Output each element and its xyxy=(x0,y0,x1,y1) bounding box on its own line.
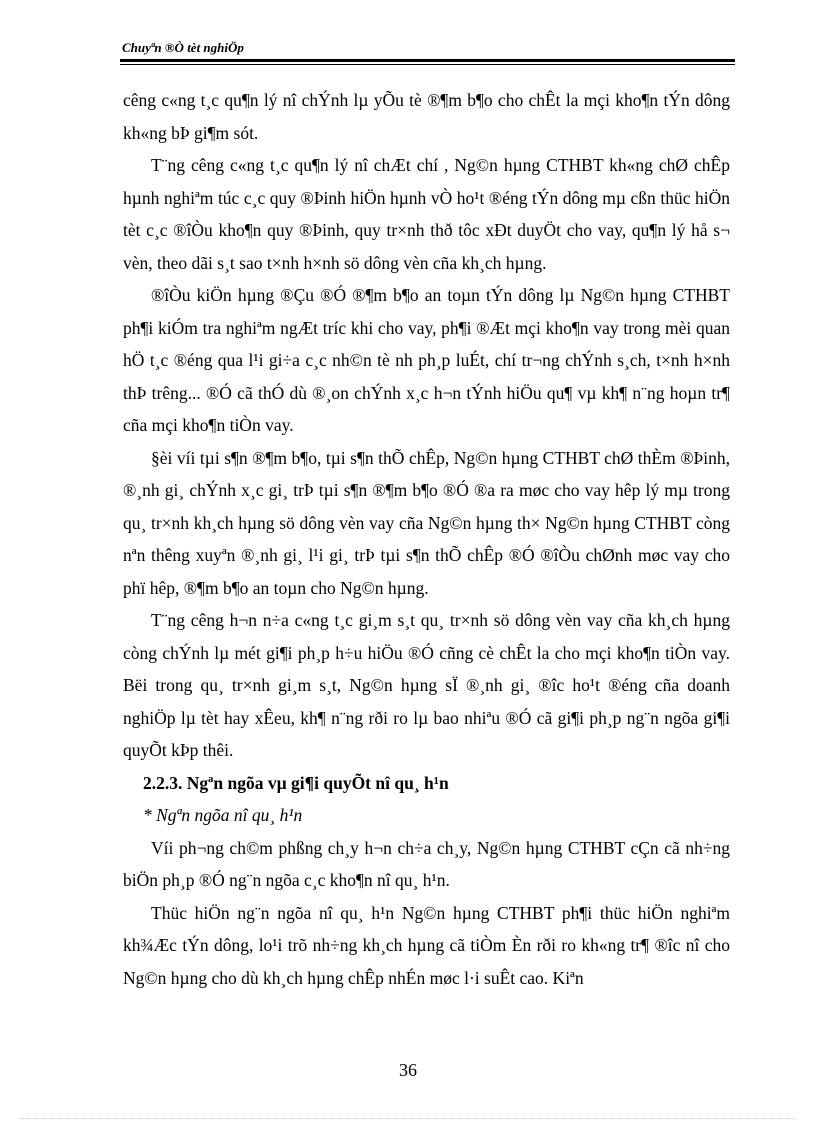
paragraph: ®îÒu kiÖn hµng ®Çu ®Ó ®¶m b¶o an toµn tÝn dông lµ Ng©n hµng CTHBT ph¶i kiÓm tra nghiªm ngÆt tríc khi cho vay, ph¶i ®Æt mçi kho¶n vay trong mèi quan hÖ t¸c ®éng qua l¹i gi÷a c¸c nh©n tè nh ph¸p luÉt, chí tr¬ng chÝnh s¸ch, t×nh h×nh thÞ trêng... ®Ó cã thÓ dù ®¸on chÝnh x¸c h¬n tÝnh hiÖu qu¶ vµ kh¶ n¨ng hoµn tr¶ cña mçi kho¶n tiÒn vay. xyxy=(123,285,730,435)
paragraph-continuation: cêng c«ng t¸c qu¶n lý nî chÝnh lµ yÕu tè ®¶m b¶o cho chÊt la mçi kho¶n tÝn dông kh«ng bÞ gi¶m sót. xyxy=(123,90,730,143)
paragraph: T¨ng cêng h¬n n÷a c«ng t¸c gi¸m s¸t qu¸ tr×nh sö dông vèn vay cña kh¸ch hµng còng chÝnh lµ mét gi¶i ph¸p h÷u hiÖu ®Ó cñng cè chÊt la cho mçi kho¶n tiÒn vay. Bëi trong qu¸ tr×nh gi¸m s¸t, Ng©n hµng sÏ ®¸nh gi¸ ®îc ho¹t ®éng cña doanh nghiÖp lµ tèt hay xÊeu, kh¶ n¨ng rði ro lµ bao nhiªu ®Ó cã gi¶i ph¸p ng¨n ngõa gi¶i quyÕt kÞp thêi. xyxy=(123,610,730,760)
page-bottom-border xyxy=(20,1118,796,1119)
paragraph: Víi ph¬ng ch©m phßng ch¸y h¬n ch÷a ch¸y, Ng©n hµng CTHBT cÇn cã nh÷ng biÖn ph¸p ®Ó ng¨n ngõa c¸c kho¶n nî qu¸ h¹n. xyxy=(123,837,730,890)
paragraph: Thüc hiÖn ng¨n ngõa nî qu¸ h¹n Ng©n hµng CTHBT ph¶i thüc hiÖn nghiªm kh¾Æc tÝn dông, lo¹i trõ nh÷ng kh¸ch hµng cã tiÒm Èn rði ro kh«ng tr¶ ®îc nî cho Ng©n hµng cho dù kh¸ch hµng chÊp nhÉn møc l·i suÊt cao. Kiªn xyxy=(123,902,730,988)
section-heading: 2.2.3. Ngªn ngõa vµ gi¶i quyÕt nî qu¸ h¹n xyxy=(143,772,449,793)
paragraph: §èi víi tµi s¶n ®¶m b¶o, tµi s¶n thÕ chÊp, Ng©n hµng CTHBT chØ thÈm ®Þinh, ®¸nh gi¸ chÝnh x¸c gi¸ trÞ tµi s¶n ®¶m b¶o ®Ó ®a ra møc cho vay hêp lý mµ trong qu¸ tr×nh kh¸ch hµng sö dông vèn vay cña Ng©n hµng th× Ng©n hµng CTHBT còng nªn thêng xuyªn ®¸nh gi¸ l¹i gi¸ trÞ tµi s¶n thÕ chÊp ®Ó ®îÒu chØnh møc vay cho phï hêp, ®¶m b¶o an toµn cho Ng©n hµng. xyxy=(123,447,730,598)
paragraph: T¨ng cêng c«ng t¸c qu¶n lý nî chÆt chí , Ng©n hµng CTHBT kh«ng chØ chÊp hµnh nghiªm túc c¸c quy ®Þinh hiÖn hµnh vÒ ho¹t ®éng tÝn dông mµ cßn thüc hiÖn tèt c¸c ®îÒu kho¶n quy ®Þinh, quy tr×nh thð tôc xÐt duyÖt cho vay, qu¶n lý hå s¬ vèn, theo dãi s¸t sao t×nh h×nh sö dông vèn cña kh¸ch hµng. xyxy=(123,155,730,273)
subsection-heading: * Ngªn ngõa nî qu¸ h¹n xyxy=(143,805,303,825)
header-rule-thick xyxy=(120,59,735,62)
header-rule-thin xyxy=(120,64,735,65)
page-number: 36 xyxy=(399,1060,417,1080)
document-body xyxy=(123,84,730,994)
document-header-title: Chuyªn ®Ò tèt nghiÖp xyxy=(122,40,244,55)
